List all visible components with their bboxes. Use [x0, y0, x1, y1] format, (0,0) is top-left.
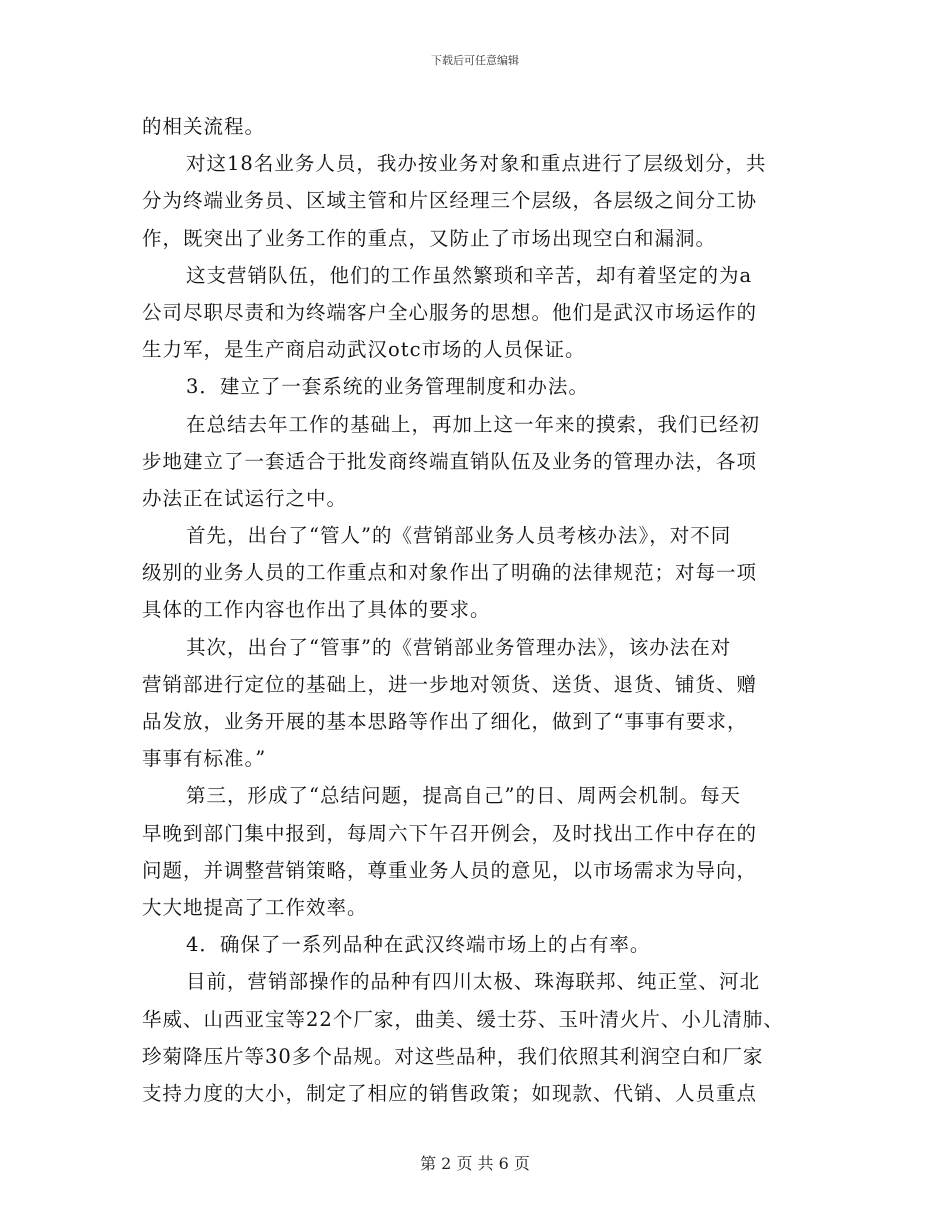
text-line: 对这18名业务人员，我办按业务对象和重点进行了层级划分，共 — [186, 152, 767, 176]
page-header: 下载后可任意编辑 — [431, 54, 519, 67]
text-line: 第三，形成了“总结问题，提高自己”的日、周两会机制。每天 — [186, 784, 741, 808]
text-line: 作，既突出了业务工作的重点，又防止了市场出现空白和漏洞。 — [142, 226, 717, 250]
text-line: 营销部进行定位的基础上，进一步地对领货、送货、退货、铺货、赠 — [142, 672, 758, 696]
page-number: 第 2 页 共 6 页 — [420, 1154, 530, 1173]
text-line: 步地建立了一套适合于批发商终端直销队伍及业务的管理办法，各项 — [142, 449, 758, 473]
text-line: 支持力度的大小，制定了相应的销售政策；如现款、代销、人员重点 — [142, 1081, 758, 1105]
text-line: 这支营销队伍，他们的工作虽然繁琐和辛苦，却有着坚定的为a — [186, 263, 753, 287]
text-line: 级别的业务人员的工作重点和对象作出了明确的法律规范；对每一项 — [142, 561, 758, 585]
text-line: 的相关流程。 — [142, 115, 266, 138]
text-line: 珍菊降压片等30多个品规。对这些品种，我们依照其利润空白和厂家 — [142, 1044, 764, 1068]
text-line: 办法正在试运行之中。 — [142, 486, 348, 510]
text-line: 在总结去年工作的基础上，再加上这一年来的摸索，我们已经初 — [186, 412, 761, 436]
text-line: 公司尽职尽责和为终端客户全心服务的思想。他们是武汉市场运作的 — [142, 300, 758, 324]
text-line: 4．确保了一系列品种在武汉终端市场上的占有率。 — [186, 933, 651, 957]
text-line: 目前，营销部操作的品种有四川太极、珠海联邦、纯正堂、河北 — [186, 970, 761, 994]
text-line: 具体的工作内容也作出了具体的要求。 — [142, 598, 491, 622]
document-body — [142, 108, 822, 1112]
text-line: 事事有标准。” — [142, 747, 267, 771]
text-line: 华威、山西亚宝等22个厂家，曲美、缓士芬、玉叶清火片、小儿清肺、 — [142, 1007, 784, 1031]
text-line: 生力军，是生产商启动武汉otc市场的人员保证。 — [142, 338, 586, 362]
text-line: 其次，出台了“管事”的《营销部业务管理办法》，该办法在对 — [186, 635, 732, 659]
text-line: 问题，并调整营销策略，尊重业务人员的意见，以市场需求为导向， — [142, 858, 758, 882]
text-line: 3．建立了一套系统的业务管理制度和办法。 — [186, 375, 589, 399]
text-line: 品发放，业务开展的基本思路等作出了细化，做到了“事事有要求， — [142, 710, 748, 733]
text-line: 大大地提高了工作效率。 — [142, 895, 368, 919]
text-line: 早晚到部门集中报到，每周六下午召开例会，及时找出工作中存在的 — [142, 821, 758, 845]
text-line: 分为终端业务员、区域主管和片区经理三个层级，各层级之间分工协 — [142, 189, 758, 213]
text-line: 首先，出台了“管人”的《营销部业务人员考核办法》，对不同 — [186, 524, 732, 548]
